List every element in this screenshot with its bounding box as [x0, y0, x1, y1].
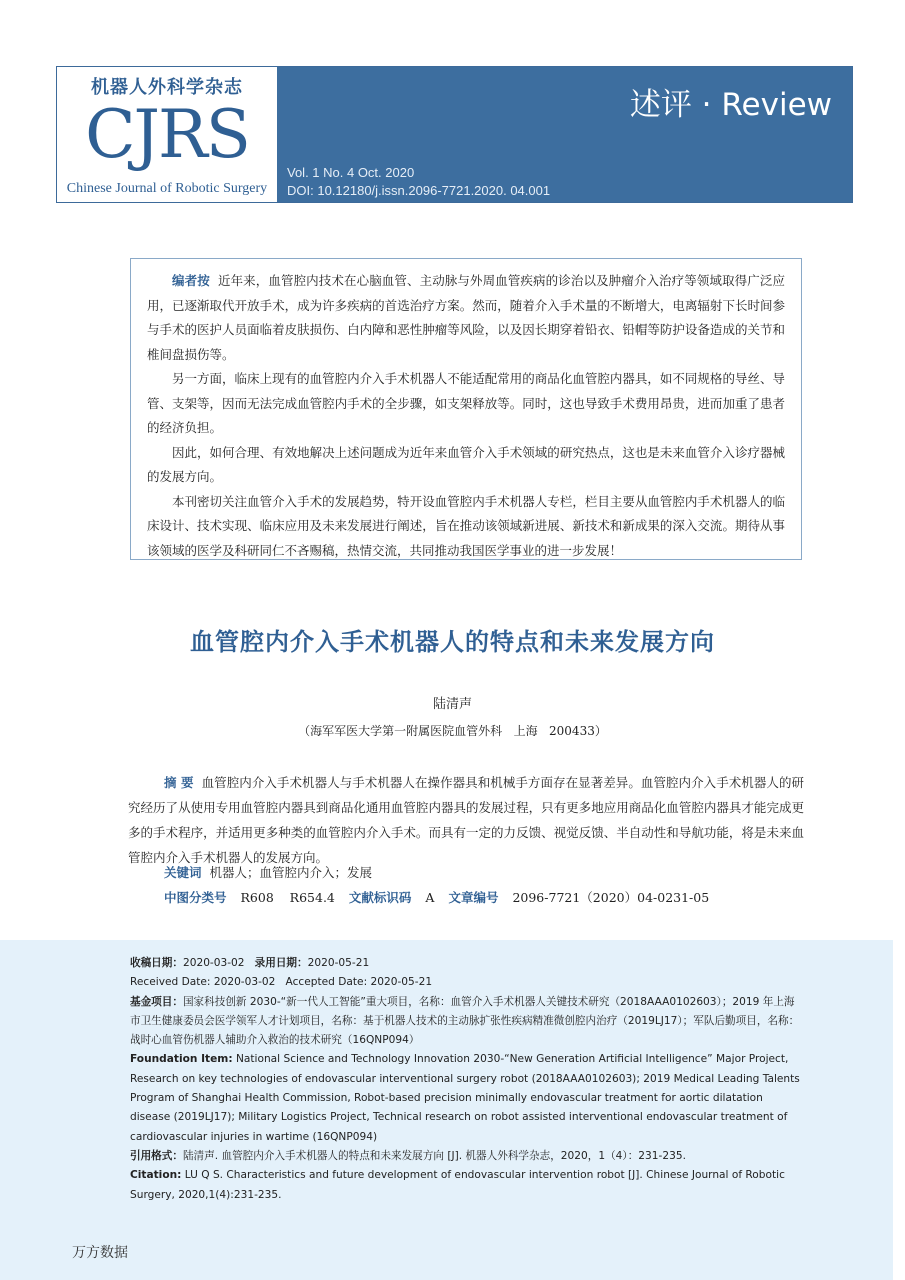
journal-header — [56, 66, 853, 203]
article-title: 血管腔内介入手术机器人的特点和未来发展方向 — [190, 627, 715, 656]
abstract-text: 血管腔内介入手术机器人与手术机器人在操作器具和机械手方面存在显著差异。血管腔内介入手术机器人的研究经历了从使用专用血管腔内器具到商品化通用血管腔内器具的发展过程，只有更多地应用商品化血管腔内器具才能完成更多的手术程序，并适用更多种类的血管腔内介入手术。而具有一定的力反馈、视觉反馈、半自动性和导航功能，将是未来血管腔内介入手术机器人的发展方向。 — [128, 775, 804, 865]
wanfang-watermark: 万方数据 — [72, 1245, 128, 1261]
citation-en — [130, 1166, 802, 1205]
doc-code-value: A — [425, 890, 435, 905]
keywords — [164, 863, 372, 881]
fund-text-cn: 国家科技创新 2030-“新一代人工智能”重大项目，名称：血管介入手术机器人关键技术研究（2018AAA0102603）；2019 年上海市卫生健康委员会医学领军人才计划项目，名称：基于机器人技术的主动脉扩张性疾病精准微创腔内治疗（2019LJ17）；军队后勤项目，名称：战时心血管伤机器人辅助介入救治的技术研究（16QNP094） — [130, 995, 800, 1047]
author-affiliation: （海军军医大学第一附属医院血管外科 上海 200433） — [298, 724, 607, 738]
editor-note-text: 近年来，血管腔内技术在心脑血管、主动脉与外周血管疾病的诊治以及肿瘤介入治疗等领域取得广泛应用，已逐渐取代开放手术，成为许多疾病的首选治疗方案。然而，随着介入手术量的不断增大，电离辐射下长时间参与手术的医护人员面临着皮肤损伤、白内障和恶性肿瘤等风险，以及因长期穿着铅衣、铅帽等防护设备造成的关节和椎间盘损伤等。 — [147, 273, 785, 362]
editor-note-paragraph: 本刊密切关注血管介入手术的发展趋势，特开设血管腔内手术机器人专栏，栏目主要从血管腔内手术机器人的临床设计、技术实现、临床应用及未来发展进行阐述，旨在推动该领域新进展、新技术和新成果的深入交流。期待从事该领域的医学及科研同仁不吝赐稿，热情交流，共同推动我国医学事业的进一步发展！ — [147, 493, 785, 558]
clc-value: R608 R654.4 — [240, 890, 335, 905]
doc-code-label: 文献标识码 — [348, 890, 412, 905]
received-date-cn: 2020-03-02 — [182, 957, 245, 969]
section-label: 述评 · Review — [629, 87, 832, 123]
journal-logo — [57, 67, 277, 202]
header-banner — [277, 67, 852, 202]
accepted-label-en: Accepted Date: — [285, 976, 368, 989]
editor-note-paragraph: 因此，如何合理、有效地解决上述问题成为近年来血管介入手术领域的研究热点，这也是未来血管介入诊疗器械的发展方向。 — [147, 444, 785, 484]
fund-label-en: Foundation Item: — [130, 1053, 233, 1066]
accepted-date-en: 2020-05-21 — [370, 976, 433, 989]
keywords-label: 关键词 — [164, 865, 202, 880]
editor-note-label: 编者按 — [172, 273, 210, 288]
logo-english-name: Chinese Journal of Robotic Surgery — [66, 181, 268, 196]
article-number-label: 文章编号 — [448, 890, 499, 905]
article-info-panel — [0, 940, 893, 1280]
classification-line — [164, 888, 723, 906]
abstract-label: 摘 要 — [164, 775, 194, 790]
logo-chinese-name: 机器人外科学杂志 — [91, 77, 243, 98]
citation-text-cn: 陆清声. 血管腔内介入手术机器人的特点和未来发展方向 [J]. 机器人外科学杂志，2020，1（4）：231-235. — [182, 1149, 686, 1162]
abstract — [128, 770, 804, 870]
article-author: 陆清声 — [432, 697, 472, 712]
fund-text-en: National Science and Technology Innovation 2030-“New Generation Artificial Intelligence” Major Project, Research on key technologies of endovascular interventional surgery robot (2018AAA0102603); 2019 Medical Leading Talents Program of Shanghai Health Commission, Robot-based precision minimally endovascular treatment for aortic dilatation disease (2019LJ17); Military Logistics Project, Technical research on robot assisted interventional endovascular treatment of cardiovascular injuries in wartime (16QNP094) — [130, 1053, 800, 1143]
accepted-label-cn: 录用日期： — [254, 957, 308, 969]
accepted-date-cn: 2020-05-21 — [307, 957, 370, 969]
editor-note-paragraph — [147, 269, 785, 367]
fund-en — [130, 1050, 802, 1146]
logo-acronym: CJRS — [85, 96, 249, 173]
citation-cn — [130, 1147, 802, 1166]
editor-note-box — [130, 258, 802, 560]
citation-label-cn: 引用格式： — [130, 1149, 183, 1162]
received-label-en: Received Date: — [130, 976, 211, 989]
volume-info: Vol. 1 No. 4 Oct. 2020 — [287, 165, 415, 180]
article-number-value: 2096-7721（2020）04-0231-05 — [512, 890, 710, 905]
editor-note-paragraph: 另一方面，临床上现有的血管腔内介入手术机器人不能适配常用的商品化血管腔内器具，如不同规格的导丝、导管、支架等，因而无法完成血管腔内手术的全步骤，如支架释放等。同时，这也导致手术费用昂贵，进而加重了患者的经济负担。 — [147, 371, 785, 435]
fund-label-cn: 基金项目： — [130, 995, 183, 1008]
article-info-content — [130, 954, 802, 1205]
received-label-cn: 收稿日期： — [130, 957, 183, 969]
citation-label-en: Citation: — [130, 1169, 182, 1182]
dates-cn — [130, 954, 802, 973]
received-date-en: 2020-03-02 — [213, 976, 276, 989]
fund-cn — [130, 993, 802, 1051]
clc-label: 中图分类号 — [164, 890, 227, 905]
doi-link[interactable]: DOI: 10.12180/j.issn.2096-7721.2020. 04.001 — [287, 183, 551, 198]
citation-text-en: LU Q S. Characteristics and future development of endovascular intervention robot [J]. Chinese Journal of Robotic Surgery, 2020,1(4):231-235. — [130, 1169, 785, 1201]
keywords-text: 机器人；血管腔内介入；发展 — [209, 865, 372, 880]
dates-en — [130, 973, 802, 992]
